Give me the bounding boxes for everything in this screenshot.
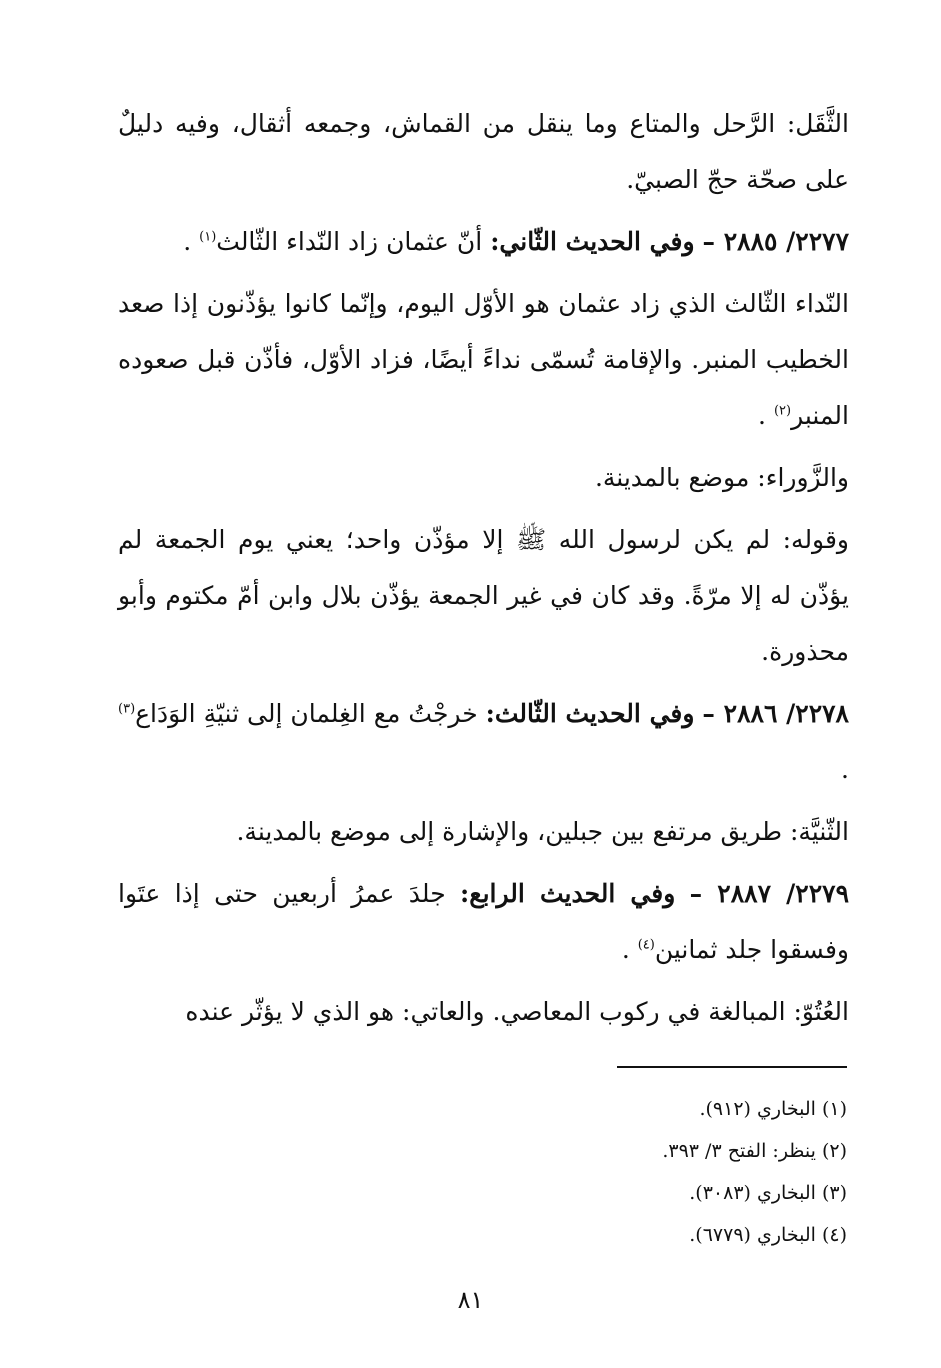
sentence-end: . — [621, 935, 630, 964]
paragraph-text: والزَّوراء: موضع بالمدينة. — [594, 463, 849, 492]
paragraph-text: وقوله: لم يكن لرسول الله ﷺ إلا مؤذّن واحد؛ يعني يوم الجمعة لم يؤذّن له إلا مرّةً. وقد كان في غير الجمعة يؤذّن بلال وابن أمّ مكتوم وأبو محذورة. — [118, 525, 849, 666]
hadith-entry — [118, 866, 849, 978]
hadith-number: ٢٢٧٩/ ٢٨٨٧ – — [689, 879, 849, 908]
footnote: (٤) البخاري (٦٧٧٩). — [689, 1224, 847, 1246]
footnotes — [347, 1088, 847, 1256]
hadith-number: ٢٢٧٧/ ٢٨٨٥ – — [702, 227, 849, 256]
hadith-text: أنّ عثمان زاد النّداء الثّالث — [216, 227, 483, 256]
hadith-heading: وفي الحديث الثّاني: — [490, 227, 695, 256]
page-number: ٨١ — [457, 1286, 484, 1314]
sentence-end: . — [183, 227, 192, 256]
footnote-marker: (١) — [199, 229, 217, 245]
hadith-entry — [118, 686, 849, 798]
footnote-divider — [617, 1066, 847, 1068]
footnote-marker: (٢) — [773, 403, 792, 419]
paragraph-text: الثّنيَّة: طريق مرتفع بين جبلين، والإشارة إلى موضع بالمدينة. — [236, 817, 849, 846]
paragraph-text: النّداء الثّالث الذي زاد عثمان هو الأوّل اليوم، وإنّما كانوا يؤذّنون إذا صعد الخطيب المنبر. والإقامة تُسمّى نداءً أيضًا، فزاد الأوّل، فأذّن قبل صعوده المنبر — [118, 289, 849, 430]
paragraph — [118, 512, 849, 680]
footnote: (٣) البخاري (٣٠٨٣). — [689, 1182, 847, 1204]
sentence-end: . — [758, 401, 766, 430]
paragraph — [118, 804, 849, 860]
paragraph — [118, 96, 849, 208]
paragraph — [118, 984, 849, 1040]
footnote: (١) البخاري (٩١٢). — [699, 1098, 847, 1120]
footnote-marker: (٤) — [637, 937, 655, 953]
hadith-heading: وفي الحديث الرابع: — [460, 879, 676, 908]
hadith-entry — [118, 214, 849, 270]
sentence-end: . — [841, 755, 849, 784]
hadith-text: خرجْتُ مع الغِلمان إلى ثنيّةِ الوَدَاع — [135, 699, 478, 728]
paragraph-text: العُتُوّ: المبالغة في ركوب المعاصي. والعاتي: هو الذي لا يؤثّر عنده — [185, 997, 849, 1026]
footnote-marker: (٣) — [118, 701, 136, 717]
hadith-number: ٢٢٧٨/ ٢٨٨٦ – — [702, 699, 849, 728]
hadith-heading: وفي الحديث الثّالث: — [485, 699, 695, 728]
main-text — [118, 96, 849, 1046]
paragraph — [118, 450, 849, 506]
paragraph — [118, 276, 849, 444]
paragraph-text: الثَّقَل: الرَّحل والمتاع وما ينقل من القماش، وجمعه أثقال، وفيه دليلٌ على صحّة حجّ الصبيّ. — [118, 109, 849, 194]
footnote: (٢) ينظر: الفتح ٣/ ٣٩٣. — [662, 1140, 847, 1162]
hadith-text: جلدَ عمرُ أربعين حتى إذا عتَوا وفسقوا جلد ثمانين — [118, 879, 849, 964]
